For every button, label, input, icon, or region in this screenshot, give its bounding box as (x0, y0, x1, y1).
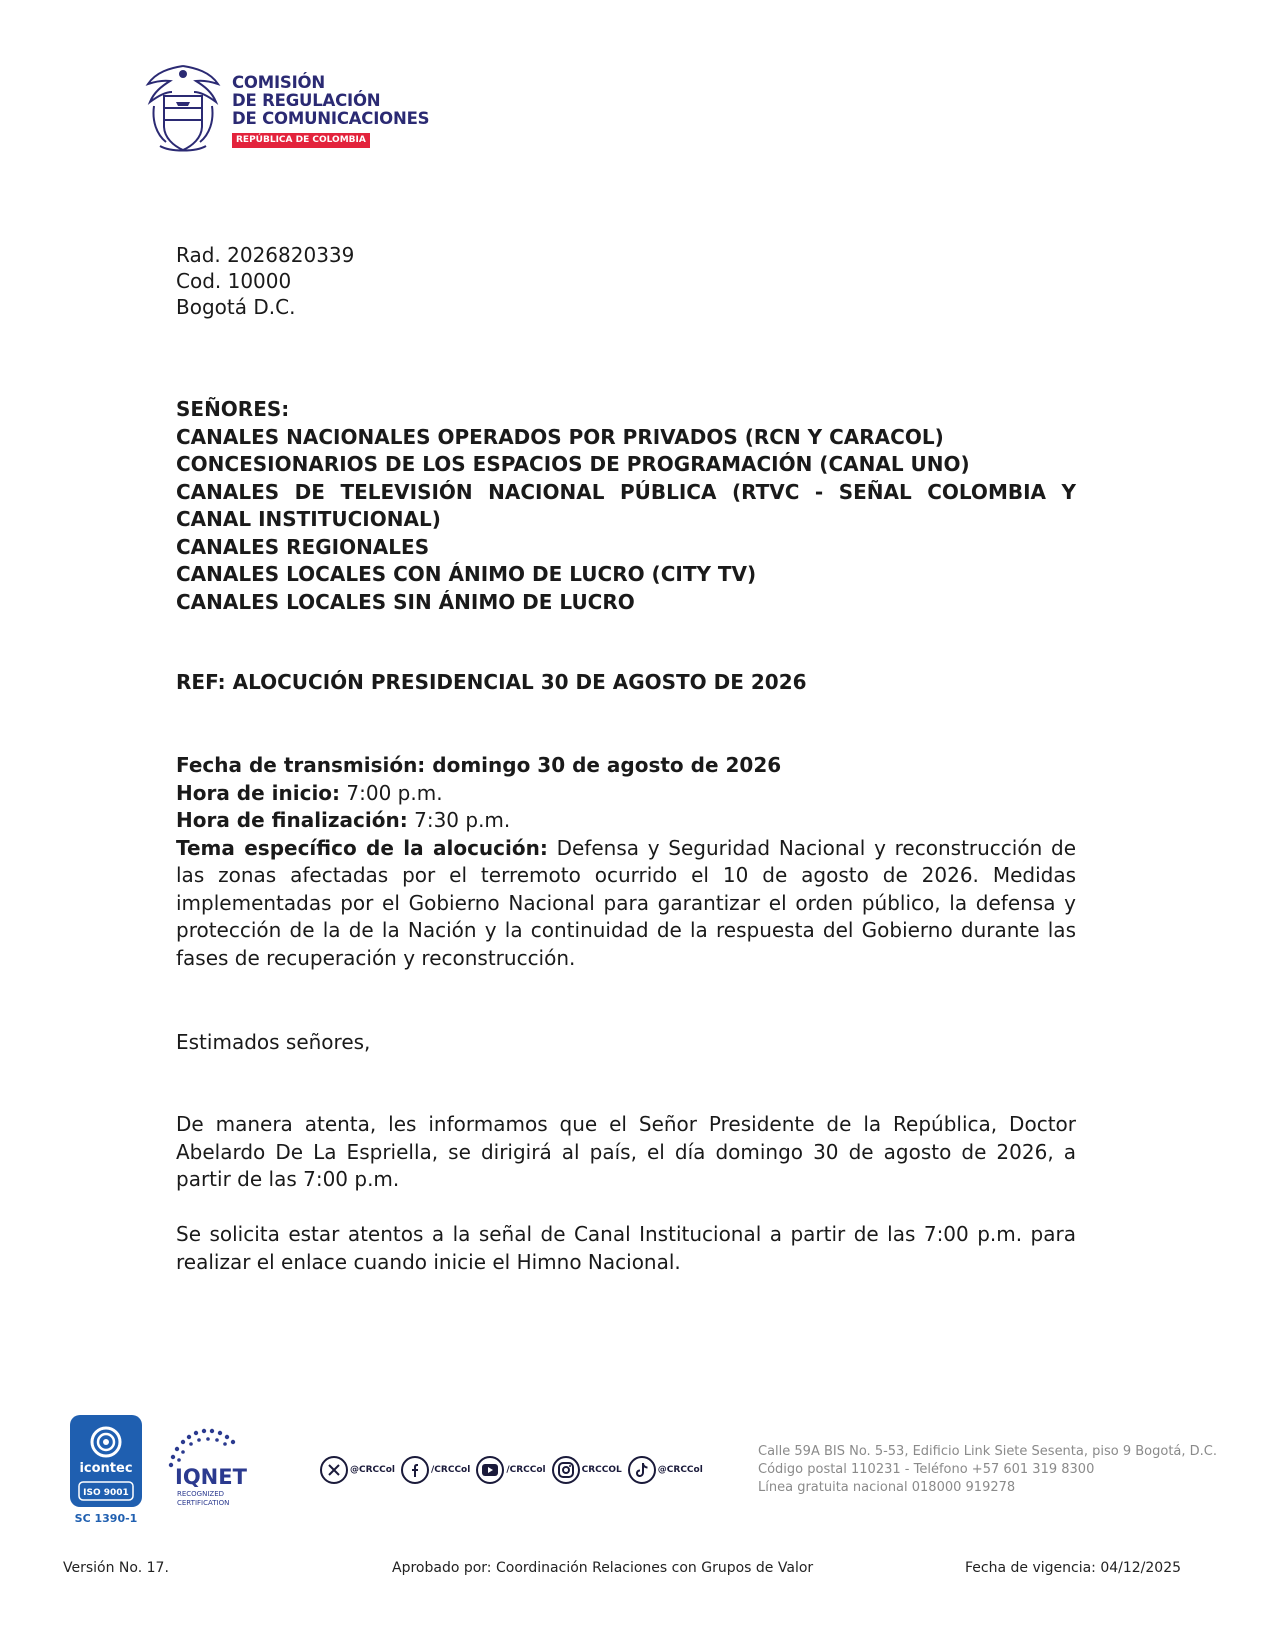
instagram-icon (552, 1456, 580, 1484)
social-handle: @CRCCol (657, 1465, 703, 1475)
city: Bogotá D.C. (176, 295, 296, 319)
cod-number: Cod. 10000 (176, 269, 292, 293)
address-line-2: Código postal 110231 - Teléfono +57 601 319 8300 (758, 1462, 1095, 1477)
icontec-certification-logo (69, 1414, 145, 1526)
recipient-line: CANALES NACIONALES OPERADOS POR PRIVADOS (RCN Y CARACOL) (176, 424, 944, 449)
social-x[interactable] (320, 1456, 395, 1484)
social-youtube[interactable] (476, 1456, 545, 1484)
topic-value: Defensa y Seguridad Nacional y reconstrucción de las zonas afectadas por el terremoto ocurrido el 10 de agosto de 2026. Medidas implementadas por el Gobierno Nacional para garantizar el orden público, la defensa y protección de la de la Nación y la continuidad de la respuesta del Gobierno durante las fases de recuperación y reconstrucción. (176, 835, 1077, 970)
iqnet-sub-2: CERTIFICATION (177, 1499, 230, 1507)
icontec-iso: ISO 9001 (83, 1488, 129, 1498)
crc-logo (140, 62, 440, 158)
broadcast-details (176, 752, 1076, 972)
facebook-icon (401, 1456, 429, 1484)
address-block (758, 1443, 1217, 1497)
rad-number: Rad. 2026820339 (176, 243, 355, 267)
x-icon (320, 1456, 348, 1484)
start-time-value: 7:00 p.m. (340, 780, 443, 805)
iqnet-certification-logo (163, 1426, 257, 1510)
country-badge: REPÚBLICA DE COLOMBIA (232, 133, 370, 148)
icontec-code: SC 1390-1 (74, 1512, 138, 1525)
social-facebook[interactable] (401, 1456, 470, 1484)
recipient-line: CANALES LOCALES CON ÁNIMO DE LUCRO (CITY TV) (176, 562, 757, 586)
greeting: Estimados señores, (176, 1030, 371, 1054)
approved-by: Aprobado por: Coordinación Relaciones con Grupos de Valor (392, 1560, 814, 1576)
validity-date: Fecha de vigencia: 04/12/2025 (965, 1560, 1182, 1576)
iqnet-sub-1: RECOGNIZED (177, 1490, 225, 1498)
icontec-name: icontec (79, 1461, 133, 1476)
youtube-icon (476, 1456, 504, 1484)
topic-label: Tema específico de la alocución: (176, 835, 548, 860)
social-handle: /CRCCol (431, 1465, 471, 1475)
end-time-value: 7:30 p.m. (407, 808, 511, 832)
recipient-line: CANALES DE TELEVISIÓN NACIONAL PÚBLICA (RTVC - SEÑAL COLOMBIA Y CANAL INSTITUCIONAL) (176, 479, 1076, 531)
social-handle: CRCCOL (581, 1465, 622, 1475)
body-paragraph-1: De manera atenta, les informamos que el Señor Presidente de la República, Doctor Abelardo De La Espriella, se dirigirá al país, el día domingo 30 de agosto de 2026, a partir de las 7:00 p.m. (176, 1112, 1076, 1191)
address-line-3: Línea gratuita nacional 018000 919278 (758, 1480, 1016, 1495)
reference-line: REF: ALOCUCIÓN PRESIDENCIAL 30 DE AGOSTO DE 2026 (176, 670, 807, 694)
tiktok-icon (628, 1456, 656, 1484)
iqnet-name: IQNET (175, 1465, 247, 1489)
org-name (232, 74, 429, 128)
recipient-line: CONCESIONARIOS DE LOS ESPACIOS DE PROGRAMACIÓN (CANAL UNO) (176, 452, 970, 476)
recipients-block (176, 396, 1076, 616)
body-paragraph-2: Se solicita estar atentos a la señal de Canal Institucional a partir de las 7:00 p.m. para realizar el enlace cuando inicie el Himno Nacional. (176, 1222, 1076, 1274)
letter-meta (176, 242, 1076, 320)
coat-of-arms-icon (140, 62, 226, 156)
recipient-line: CANALES REGIONALES (176, 534, 430, 559)
document-version: Versión No. 17. (63, 1560, 169, 1576)
social-tiktok[interactable] (628, 1456, 703, 1484)
social-instagram[interactable] (552, 1456, 622, 1484)
start-time-label: Hora de inicio: (176, 780, 341, 805)
org-line-3: DE COMUNICACIONES (232, 109, 430, 128)
address-line-1: Calle 59A BIS No. 5-53, Edificio Link Siete Sesenta, piso 9 Bogotá, D.C. (758, 1444, 1218, 1459)
end-time-label: Hora de finalización: (176, 808, 408, 832)
org-line-2: DE REGULACIÓN (232, 91, 381, 110)
social-handle: @CRCCol (350, 1465, 396, 1475)
broadcast-date: Fecha de transmisión: domingo 30 de agosto de 2026 (176, 753, 782, 777)
social-links (320, 1454, 709, 1486)
org-line-1: COMISIÓN (232, 73, 325, 92)
recipient-line: SEÑORES: (176, 397, 290, 421)
recipient-line: CANALES LOCALES SIN ÁNIMO DE LUCRO (176, 589, 635, 614)
social-handle: /CRCCol (506, 1465, 546, 1475)
